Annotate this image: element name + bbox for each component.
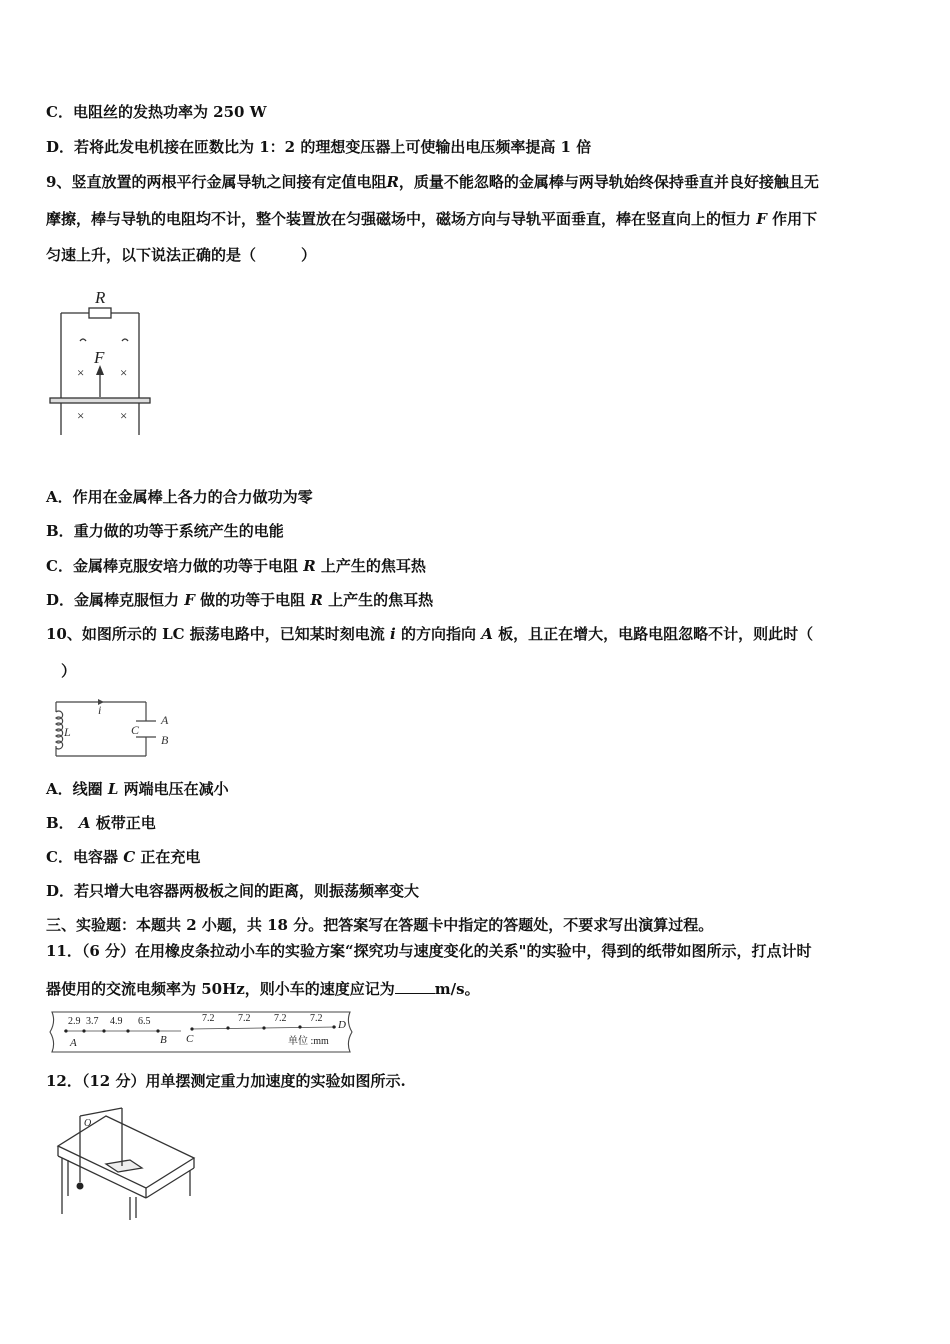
answer-blank[interactable] [395, 979, 435, 994]
q10-option-b: B． A 板带正电 [46, 814, 156, 832]
section3-heading: 三、实验题：本题共 2 小题，共 18 分。把答案写在答题卡中指定的答题处，不要求写出演算过程。 [46, 916, 714, 934]
q9-stem-line3: 匀速上升，以下说法正确的是（ ） [46, 246, 317, 264]
tape-value: 7.2 [274, 1013, 287, 1024]
tape-value: 3.7 [86, 1016, 99, 1027]
q10-stem-line1: 10、如图所示的 LC 振荡电路中，已知某时刻电流 i 的方向指向 A 板，且正在增大，电路电阻忽略不计，则此时（ [46, 625, 814, 643]
q11-paper-tape-figure [46, 1008, 358, 1056]
label-r: R [95, 288, 106, 307]
tape-value: 7.2 [310, 1013, 323, 1024]
q9-rail-figure [46, 283, 156, 443]
q9-option-b: B．重力做的功等于系统产生的电能 [46, 522, 284, 540]
q12-pendulum-figure [50, 1102, 200, 1226]
q9-option-a: A．作用在金属棒上各力的合力做功为零 [46, 488, 313, 506]
field-mark: × [77, 408, 85, 423]
field-mark: × [120, 365, 128, 380]
tape-point-label: C [186, 1033, 194, 1045]
q9-stem-line2: 摩擦，棒与导轨的电阻均不计，整个装置放在匀强磁场中，磁场方向与导轨平面垂直，棒在竖直向上的恒力 F 作用下 [46, 210, 818, 228]
label-l: L [64, 725, 71, 739]
q11-stem-line1: 11．（6 分）在用橡皮条拉动小车的实验方案“探究功与速度变化的关系"的实验中，得到的纸带如图所示，打点计时 [46, 942, 812, 960]
label-a: A [161, 713, 169, 727]
tape-value: 6.5 [138, 1016, 151, 1027]
tape-value: 4.9 [110, 1016, 123, 1027]
label-b: B [161, 733, 169, 747]
tape-point-label: B [160, 1034, 167, 1046]
q8-option-d: D．若将此发电机接在匝数比为 1：2 的理想变压器上可使输出电压频率提高 1 倍 [46, 138, 592, 156]
q9-option-c: C．金属棒克服安培力做的功等于电阻 R 上产生的焦耳热 [46, 557, 426, 575]
field-mark: × [77, 365, 85, 380]
label-o: O [84, 1118, 92, 1129]
q10-stem-line2: ） [46, 662, 77, 680]
q9-stem-line1: 9、竖直放置的两根平行金属导轨之间接有定值电阻R，质量不能忽略的金属棒与两导轨始终保持垂直并良好接触且无 [46, 173, 819, 191]
tape-value: 2.9 [68, 1016, 81, 1027]
q12-stem: 12．（12 分）用单摆测定重力加速度的实验如图所示. [46, 1072, 406, 1090]
label-i: i [98, 703, 102, 717]
tape-value: 7.2 [202, 1013, 215, 1024]
tape-value: 7.2 [238, 1013, 251, 1024]
q10-option-c: C．电容器 C 正在充电 [46, 848, 201, 866]
pendulum-bob-icon [77, 1183, 84, 1190]
q11-stem-line2: 器使用的交流电频率为 50Hz，则小车的速度应记为 m/s。 [46, 980, 480, 998]
q10-lc-circuit-figure [46, 694, 186, 764]
field-mark: × [120, 408, 128, 423]
tape-point-label: D [338, 1019, 346, 1031]
label-c: C [131, 723, 140, 737]
q9-option-d: D．金属棒克服恒力 F 做的功等于电阻 R 上产生的焦耳热 [46, 591, 434, 609]
q8-option-c: C．电阻丝的发热功率为 250 W [46, 103, 267, 121]
q10-option-d: D．若只增大电容器两极板之间的距离，则振荡频率变大 [46, 882, 420, 900]
label-f: F [94, 348, 105, 367]
q10-option-a: A．线圈 L 两端电压在减小 [46, 780, 229, 798]
tape-point-label: A [70, 1037, 77, 1049]
tape-unit: 单位 :mm [288, 1036, 329, 1047]
